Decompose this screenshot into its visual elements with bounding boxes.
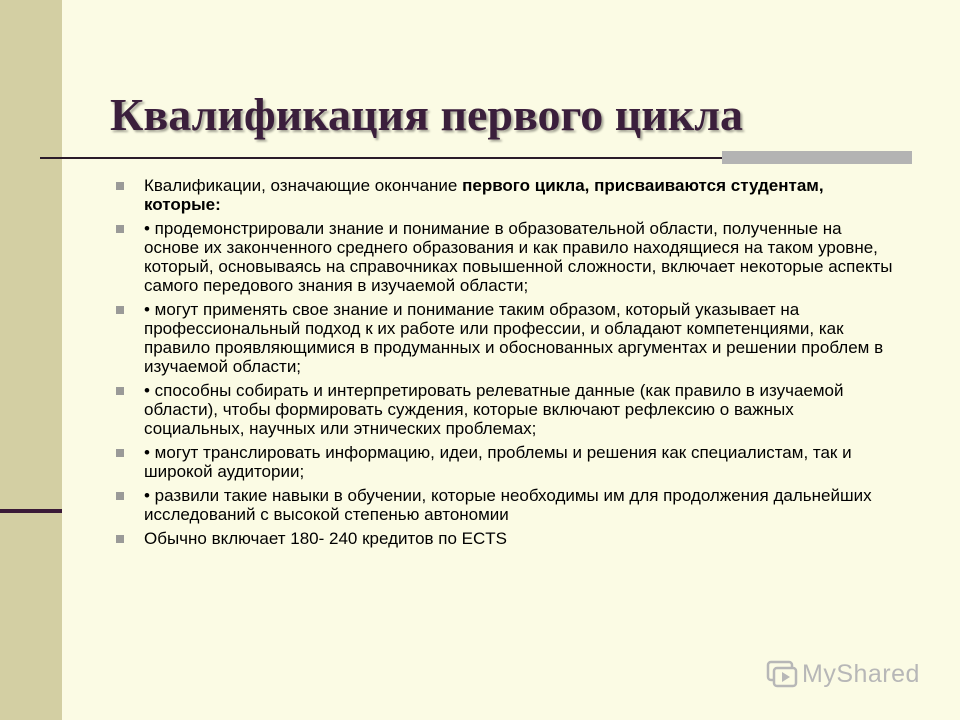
list-item-text: Обычно включает 180- 240 кредитов по ECTS	[144, 529, 508, 548]
bullet-list	[108, 176, 898, 553]
left-band-divider	[0, 509, 62, 513]
square-bullet-icon	[116, 449, 124, 457]
square-bullet-icon	[116, 182, 124, 190]
list-item-text: • продемонстрировали знание и понимание в образовательной области, полученные на основе их законченного среднего образования и как правило находящиеся на таком уровне, который, основываясь на справочниках повышенной сложности, включает некоторые аспекты самого передового знания в изучаемой области;	[144, 219, 893, 295]
left-decorative-band	[0, 0, 62, 720]
list-item-text: • развили такие навыки в обучении, которые необходимы им для продолжения дальнейших исследований с высокой степенью автономии	[144, 486, 872, 524]
title-accent-bar	[722, 151, 912, 164]
list-item	[108, 300, 898, 376]
list-item-text: Квалификации, означающие окончание	[144, 176, 463, 195]
watermark-text: MyShared	[802, 659, 920, 688]
square-bullet-icon	[116, 535, 124, 543]
square-bullet-icon	[116, 225, 124, 233]
list-item	[108, 219, 898, 295]
square-bullet-icon	[116, 306, 124, 314]
list-item	[108, 381, 898, 438]
list-item-text: • могут транслировать информацию, идеи, проблемы и решения как специалистам, так и широкой аудитории;	[144, 443, 852, 481]
slide-title: Квалификация первого цикла	[110, 89, 744, 140]
list-item	[108, 529, 898, 548]
watermark-logo	[766, 655, 920, 693]
list-item-text: • способны собирать и интерпретировать релеватные данные (как правило в изучаемой области), чтобы формировать суждения, которые включают рефлексию о важных социальных, научных или этнических проблемах;	[144, 381, 844, 438]
list-item-bold-text: первого цикла, присваиваются студентам, которые:	[144, 176, 824, 214]
list-item	[108, 443, 898, 481]
list-item	[108, 176, 898, 214]
square-bullet-icon	[116, 387, 124, 395]
presentation-logo-icon	[766, 658, 798, 690]
square-bullet-icon	[116, 492, 124, 500]
list-item-text: • могут применять свое знание и понимание таким образом, который указывает на профессиональный подход к их работе или профессии, и обладают компетенциями, как правило проявляющимися в продуманных и обоснованных аргументах и решении проблем в изучаемой области;	[144, 300, 884, 376]
list-item	[108, 486, 898, 524]
